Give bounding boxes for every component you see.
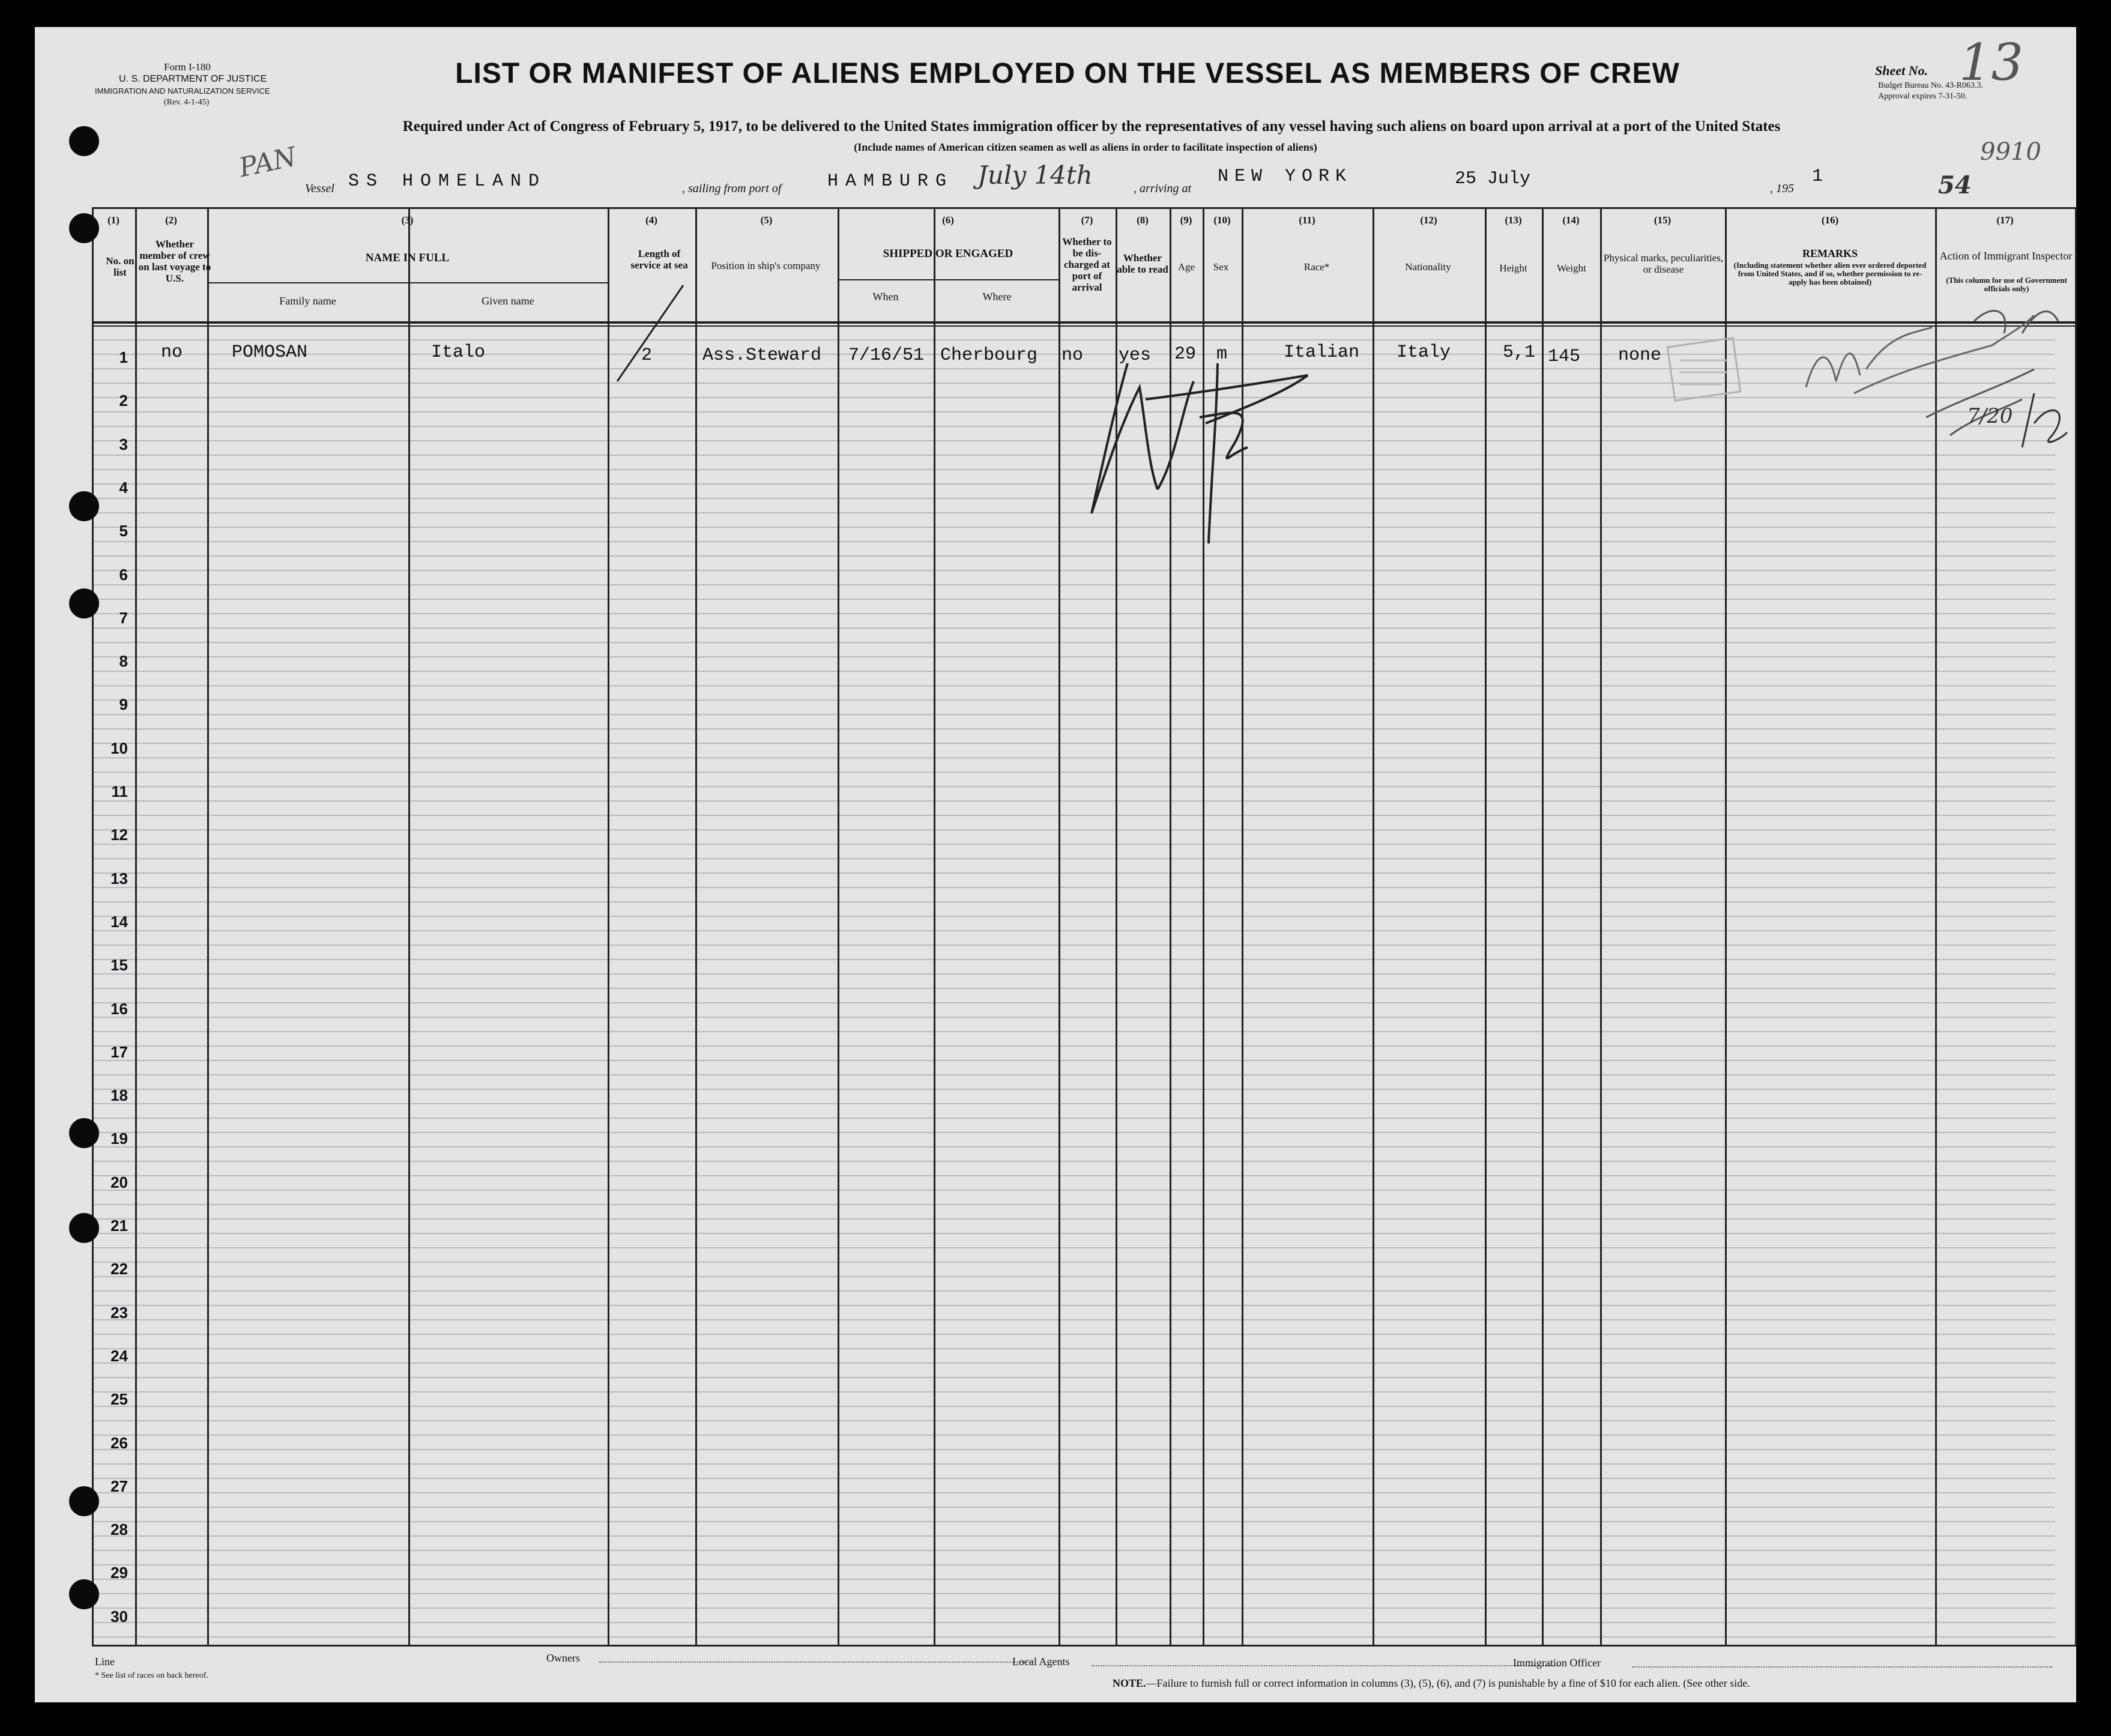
entry-discharged: no (1062, 345, 1084, 366)
ruled-line (92, 1204, 2055, 1205)
ruled-line (92, 973, 2055, 975)
department-label: U. S. DEPARTMENT OF JUSTICE (119, 74, 267, 84)
column-number: (17) (1996, 214, 2014, 226)
arrival-port: NEW YORK (1218, 166, 1353, 187)
signature-scrawl (1056, 351, 1326, 555)
punch-hole (69, 1486, 99, 1516)
ruled-line (92, 584, 2055, 585)
ruled-line (92, 1362, 2055, 1364)
footer-races-note: * See list of races on back hereof. (95, 1671, 208, 1680)
ruled-line (92, 988, 2055, 989)
revision-label: (Rev. 4-1-45) (164, 98, 210, 107)
row-number: 12 (110, 826, 128, 844)
header-where: Where (982, 291, 1012, 303)
row-number: 13 (110, 869, 128, 888)
handwritten-page: 54 (1938, 171, 1972, 199)
column-divider (1542, 207, 1544, 1647)
row-number: 19 (110, 1130, 128, 1148)
ruled-line (92, 1161, 2055, 1162)
owners-dotted-line (599, 1662, 1031, 1663)
officer-dotted-line (1632, 1666, 2052, 1668)
handwritten-pan: PAN (236, 141, 300, 184)
header-name-in-full: NAME IN FULL (365, 252, 450, 264)
column-number: (16) (1821, 214, 1839, 226)
punch-hole (69, 1213, 99, 1243)
ruled-line (92, 628, 2055, 629)
ruled-line (92, 1478, 2055, 1479)
ruled-line (92, 555, 2055, 557)
ruled-line (92, 1550, 2055, 1551)
ruled-line (92, 1218, 2055, 1220)
name-subheader-line (207, 282, 608, 283)
ruled-line (92, 1103, 2055, 1104)
punch-hole (69, 588, 99, 618)
column-number: (5) (760, 214, 773, 226)
row-number: 8 (119, 652, 128, 671)
ruled-line (92, 728, 2055, 730)
shipped-subheader-line (838, 279, 1059, 280)
column-divider (1373, 207, 1374, 1647)
entry-family-name: POMOSAN (232, 342, 308, 363)
column-divider (1600, 207, 1602, 1647)
ruled-line (92, 570, 2055, 571)
header-crew-last-voyage: Whether member of crew on last voyage to U.S. (138, 238, 211, 284)
departure-port: HAMBURG (827, 171, 954, 192)
include-text: (Include names of American citizen seamen as well as aliens in order to facilitate inspection of aliens) (854, 141, 1317, 153)
row-number: 9 (119, 695, 128, 714)
punch-hole (69, 1118, 99, 1148)
row-number: 2 (119, 392, 128, 410)
ruled-line (92, 700, 2055, 701)
ruled-line (92, 1579, 2055, 1580)
agents-dotted-line (1092, 1665, 1560, 1666)
ruled-line (92, 959, 2055, 960)
entry-age: 29 (1174, 344, 1197, 364)
row-number: 7 (119, 608, 128, 627)
ruled-line (92, 1031, 2055, 1032)
column-divider (1485, 207, 1487, 1647)
footer-officer-label: Immigration Officer (1513, 1657, 1601, 1669)
footer-note-text: —Failure to furnish full or correct information in columns (3), (5), (6), and (7) is punishable by a fine of $10 for each alien. (See other side. (1146, 1677, 1750, 1689)
ruled-line (92, 1492, 2055, 1493)
row-number: 28 (110, 1520, 128, 1539)
ruled-line (92, 858, 2055, 859)
row-number: 24 (110, 1346, 128, 1365)
ruled-line (92, 685, 2055, 686)
ruled-line (92, 1233, 2055, 1234)
header-weight: Weight (1557, 262, 1586, 274)
column-divider (838, 207, 839, 1647)
vessel-name: SS HOMELAND (348, 171, 547, 192)
ruled-line (92, 613, 2055, 614)
punch-hole (69, 491, 99, 521)
ruled-line (92, 1593, 2055, 1594)
ruled-line (92, 1089, 2055, 1090)
header-physical-marks: Physical marks, peculiarities, or disease (1603, 252, 1724, 275)
ruled-line (92, 757, 2055, 758)
entry-position: Ass.Steward (702, 345, 822, 366)
header-when: When (872, 291, 899, 303)
ruled-line (92, 339, 2055, 340)
ruled-line (92, 1175, 2055, 1176)
arriving-label: , arriving at (1134, 182, 1192, 195)
entry-able-to-read: yes (1119, 345, 1152, 366)
header-no-on-list: No. on list (106, 255, 134, 278)
page-title: LIST OR MANIFEST OF ALIENS EMPLOYED ON THE VESSEL AS MEMBERS OF CREW (455, 58, 1680, 89)
ruled-line (92, 916, 2055, 917)
header-remarks-detail: (Including statement whether alien ever ordered deported from United States, and if so, whether permission to re-apply has been obtained) (1733, 261, 1927, 286)
column-divider (135, 207, 137, 1647)
punch-hole (69, 1579, 99, 1609)
table-top-line (92, 207, 2076, 209)
row-number: 5 (119, 522, 128, 540)
entry-physical-marks: none (1618, 345, 1662, 366)
ruled-line (92, 599, 2055, 600)
punch-hole (69, 126, 99, 156)
ruled-line (92, 1636, 2055, 1638)
header-remarks: REMARKS (1802, 247, 1858, 259)
ruled-line (92, 1449, 2055, 1450)
punch-hole (69, 213, 99, 243)
row-number: 22 (110, 1260, 128, 1278)
ruled-line (92, 1564, 2055, 1565)
column-divider (695, 207, 697, 1647)
entry-crew-last-voyage: no (161, 342, 183, 363)
ruled-line (92, 1305, 2055, 1306)
row-number: 11 (111, 782, 128, 800)
ruled-line (92, 1276, 2055, 1277)
column-divider (608, 207, 609, 1647)
column-divider (1725, 207, 1727, 1647)
ruled-line (92, 1017, 2055, 1018)
column-number: (14) (1562, 214, 1580, 226)
entry-nationality: Italy (1397, 342, 1451, 363)
ruled-line (92, 1435, 2055, 1436)
table-bottom-line (92, 1645, 2076, 1647)
row-number: 6 (119, 565, 128, 584)
ruled-line (92, 1002, 2055, 1003)
entry-where: Cherbourg (940, 345, 1038, 366)
ruled-line (92, 1406, 2055, 1407)
ruled-line (92, 901, 2055, 903)
entry-weight: 145 (1548, 346, 1581, 367)
footer-note (1113, 1677, 1750, 1690)
header-inspector-action: Action of Immigrant Inspector (1939, 250, 2073, 262)
header-shipped-or-engaged: SHIPPED OR ENGAGED (883, 247, 1013, 260)
ruled-line (92, 786, 2055, 787)
header-given-name: Given name (482, 295, 534, 307)
ruled-line (92, 1132, 2055, 1133)
ruled-line (92, 800, 2055, 802)
ruled-line (92, 1118, 2055, 1119)
ruled-line (92, 1607, 2055, 1609)
action-initials (2010, 387, 2076, 453)
ruled-line (92, 945, 2055, 946)
sheet-number-label: Sheet No. (1875, 63, 1928, 78)
ruled-line (92, 1507, 2055, 1508)
ruled-line (92, 1045, 2055, 1047)
column-number: (8) (1137, 214, 1149, 226)
sailing-label: , sailing from port of (682, 182, 782, 195)
ruled-line (92, 1060, 2055, 1061)
entry-given-name: Italo (431, 342, 486, 363)
entry-length-of-service: 2 (641, 345, 653, 366)
column-number: (12) (1420, 214, 1437, 226)
ruled-line (92, 1146, 2055, 1148)
year-digit: 1 (1812, 166, 1823, 187)
column-number: (13) (1505, 214, 1522, 226)
header-race: Race* (1303, 261, 1330, 273)
column-number: (15) (1653, 214, 1672, 226)
column-number: (3) (401, 214, 414, 226)
ruled-line (92, 873, 2055, 874)
row-number: 21 (110, 1217, 128, 1235)
faint-stamp (1665, 336, 1743, 402)
ruled-line (92, 829, 2055, 830)
header-bottom-line-2 (92, 325, 2076, 327)
column-divider (408, 207, 410, 1647)
header-length-of-service: Length of service at sea (630, 248, 688, 271)
ruled-line (92, 1420, 2055, 1421)
required-text: Required under Act of Congress of February 5, 1917, to be delivered to the United States immigration officer by the representatives of any vessel having such aliens on board upon arrival at a port of the United States (402, 118, 1781, 135)
row-number: 3 (119, 435, 128, 453)
column-number: (7) (1081, 214, 1093, 226)
ruled-line (92, 743, 2055, 744)
ruled-line (92, 1290, 2055, 1292)
header-able-to-read: Whether able to read (1117, 252, 1168, 275)
year-prefix: , 195 (1770, 182, 1794, 195)
column-number: (6) (942, 214, 954, 226)
row-number: 17 (110, 1042, 128, 1061)
row-number: 18 (110, 1086, 128, 1105)
ruled-line (92, 1190, 2055, 1191)
handwritten-action-date: 7/20 (1967, 404, 2013, 428)
footer-note-label: NOTE. (1113, 1677, 1146, 1689)
arrival-date: 25 July (1455, 169, 1531, 189)
header-height: Height (1499, 262, 1527, 274)
ruled-line (92, 1391, 2055, 1393)
handwritten-departure-date: July 14th (977, 160, 1093, 190)
row-number: 15 (110, 956, 128, 975)
ruled-line (92, 671, 2055, 672)
ruled-line (92, 887, 2055, 888)
row-number: 4 (119, 478, 128, 497)
vessel-label: Vessel (305, 182, 334, 195)
ruled-line (92, 844, 2055, 845)
column-number: (10) (1213, 214, 1231, 226)
row-number: 26 (110, 1433, 128, 1452)
ruled-line (92, 1247, 2055, 1248)
footer-line-label: Line (95, 1656, 115, 1668)
ruled-line (92, 1319, 2055, 1320)
ruled-line (92, 930, 2055, 931)
entry-race: Italian (1284, 342, 1360, 363)
header-inspector-detail: (This column for use of Government officials only) (1946, 276, 2067, 293)
row-number: 20 (110, 1173, 128, 1191)
column-divider (207, 207, 209, 1647)
ruled-line (92, 1535, 2055, 1537)
header-age: Age (1177, 261, 1195, 273)
ruled-line (92, 1074, 2055, 1075)
ruled-line (92, 1348, 2055, 1349)
row-number: 1 (119, 348, 128, 366)
row-number: 14 (110, 912, 128, 931)
ruled-line (92, 1521, 2055, 1522)
footer-owners-label: Owners (546, 1652, 580, 1664)
header-discharged: Whether to be dis-charged at port of arrival (1062, 236, 1112, 293)
ruled-line (92, 656, 2055, 658)
header-position: Position in ship's company (711, 260, 821, 271)
handwritten-number: 9910 (1980, 138, 2041, 166)
header-sex: Sex (1213, 261, 1229, 273)
budget-label: Budget Bureau No. 43-R063.3. (1878, 81, 1983, 90)
header-bottom-line (92, 321, 2076, 324)
sheet-number: 13 (1959, 33, 2023, 92)
ruled-line (92, 815, 2055, 816)
header-nationality: Nationality (1405, 261, 1451, 273)
ruled-line (92, 642, 2055, 643)
column-number: (1) (107, 214, 119, 226)
manifest-sheet (35, 27, 2076, 1702)
row-number: 30 (110, 1607, 128, 1626)
row-number: 27 (110, 1477, 128, 1495)
ruled-line (92, 1262, 2055, 1263)
entry-when: 7/16/51 (848, 345, 925, 366)
row-number: 23 (110, 1303, 128, 1322)
ruled-line (92, 772, 2055, 773)
column-number: (11) (1299, 214, 1315, 226)
column-number: (9) (1180, 214, 1192, 226)
ruled-line (92, 1463, 2055, 1465)
column-number: (4) (645, 214, 657, 226)
row-number: 25 (110, 1390, 128, 1409)
form-number: Form I-180 (164, 61, 211, 73)
ruled-line (92, 714, 2055, 715)
ruled-line (92, 1377, 2055, 1378)
row-number: 10 (110, 739, 128, 757)
approval-label: Approval expires 7-31-50. (1878, 92, 1968, 101)
footer-agents-label: Local Agents (1012, 1656, 1070, 1668)
ruled-line (92, 1334, 2055, 1335)
row-number: 16 (110, 999, 128, 1018)
column-number: (2) (165, 214, 177, 226)
header-family-name: Family name (279, 295, 336, 307)
row-number: 29 (110, 1564, 128, 1582)
ruled-line (92, 1622, 2055, 1623)
entry-sex: m (1216, 344, 1228, 364)
service-label: IMMIGRATION AND NATURALIZATION SERVICE (95, 86, 270, 95)
entry-height: 5,1 (1503, 342, 1536, 363)
length-check-mark (611, 279, 689, 387)
column-divider (934, 207, 935, 1647)
